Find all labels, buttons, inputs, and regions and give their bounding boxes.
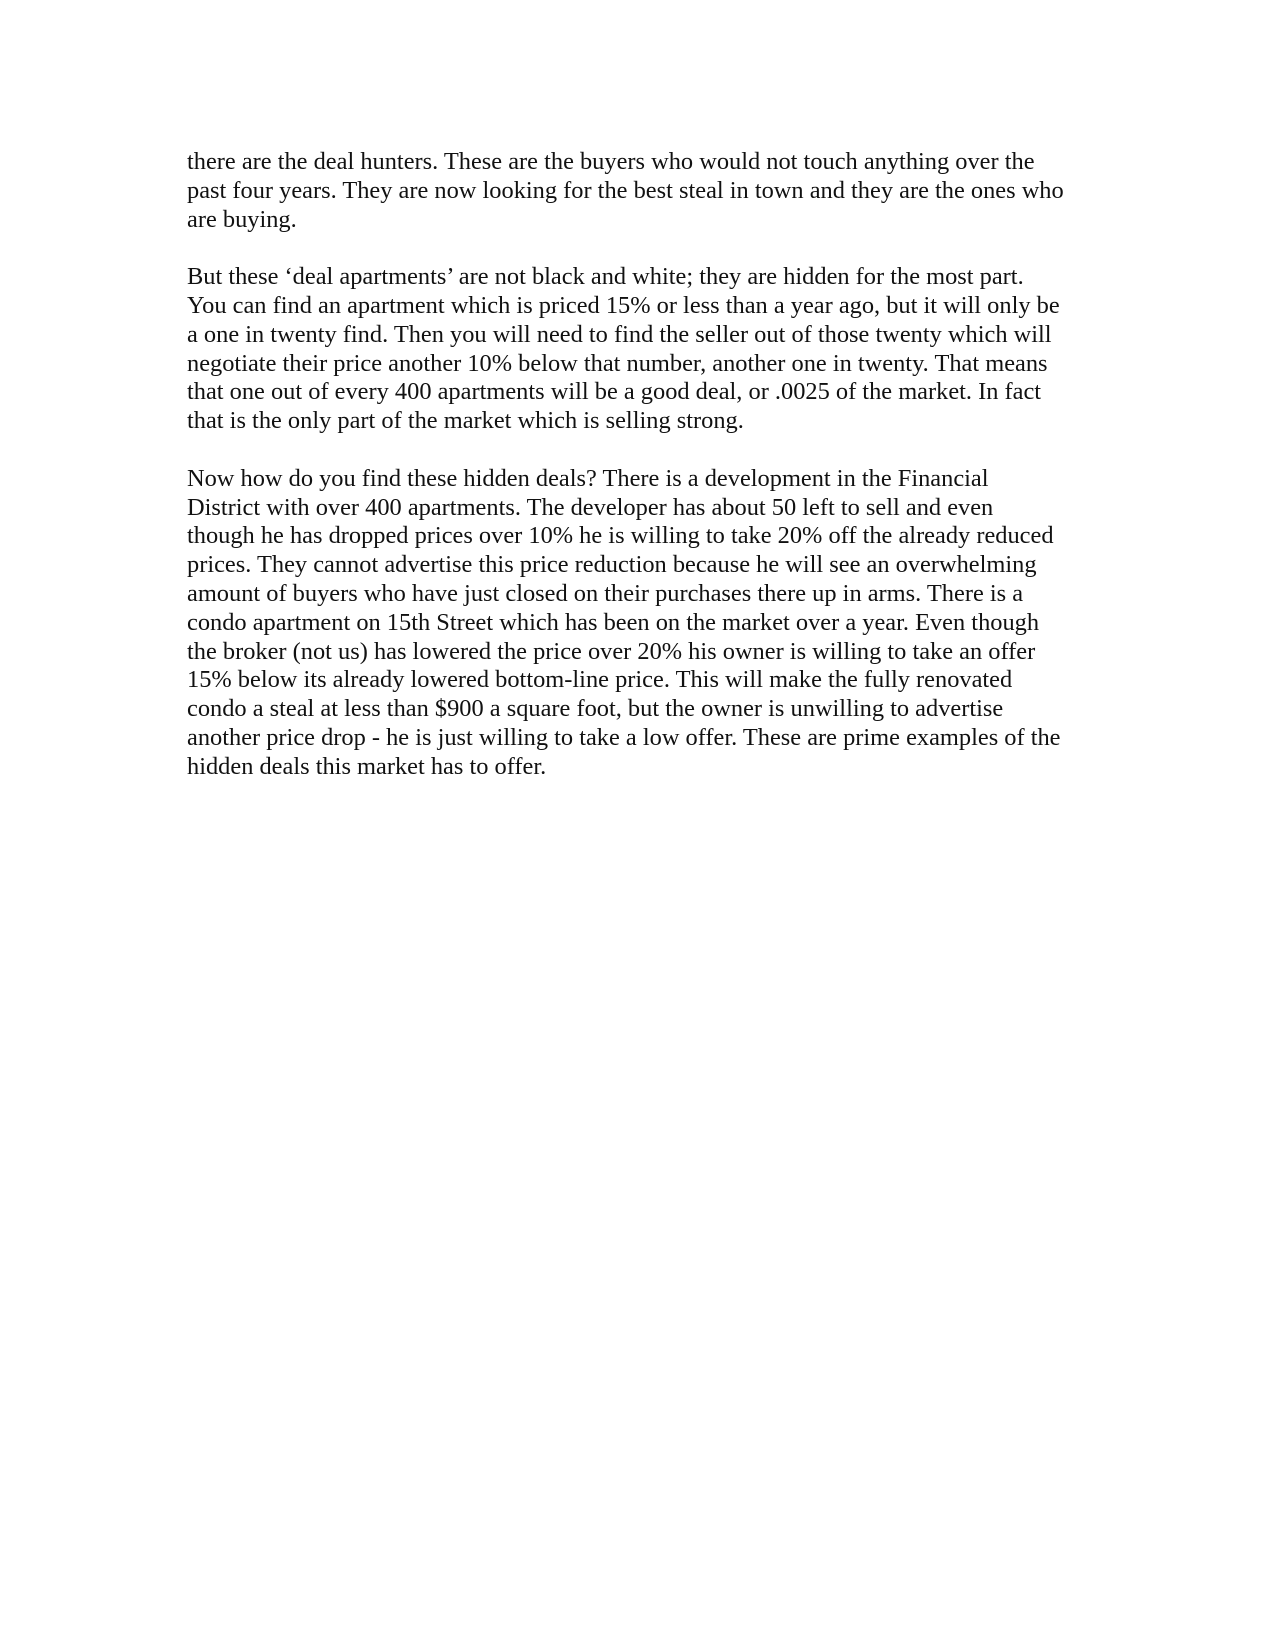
- text-line: You can find an apartment which is priced 15% or less than a year ago, but it will only be: [187, 291, 1060, 319]
- paragraph-spacer: [187, 436, 1092, 465]
- text-line: District with over 400 apartments. The developer has about 50 left to sell and even: [187, 493, 994, 521]
- text-line: hidden deals this market has to offer.: [187, 752, 547, 780]
- paragraph-deal-apartments: [187, 263, 1092, 436]
- text-line: there are the deal hunters. These are the buyers who would not touch anything over the: [187, 148, 1035, 175]
- document-body: [187, 148, 1092, 782]
- text-line: prices. They cannot advertise this price reduction because he will see an overwhelming: [187, 551, 1037, 579]
- paragraph-spacer: [187, 234, 1092, 263]
- text-line: the broker (not us) has lowered the price over 20% his owner is willing to take an offer: [187, 637, 1036, 665]
- text-line: though he has dropped prices over 10% he is willing to take 20% off the already reduced: [187, 522, 1054, 550]
- paragraph-deal-hunters: [187, 148, 1092, 234]
- text-line: condo apartment on 15th Street which has been on the market over a year. Even though: [187, 608, 1040, 636]
- text-line: 15% below its already lowered bottom-line price. This will make the fully renovated: [187, 666, 1013, 694]
- text-line: a one in twenty find. Then you will need to find the seller out of those twenty which will: [187, 320, 1052, 348]
- paragraph-hidden-deals: [187, 465, 1092, 782]
- text-line: another price drop - he is just willing to take a low offer. These are prime examples of the: [187, 723, 1061, 751]
- text-line: But these ‘deal apartments’ are not black and white; they are hidden for the most part.: [187, 263, 1024, 291]
- text-line: negotiate their price another 10% below that number, another one in twenty. That means: [187, 349, 1048, 377]
- text-line: past four years. They are now looking for the best steal in town and they are the ones who: [187, 176, 1064, 204]
- text-line: that one out of every 400 apartments will be a good deal, or .0025 of the market. In fact: [187, 378, 1042, 406]
- text-line: that is the only part of the market which is selling strong.: [187, 407, 744, 435]
- text-line: are buying.: [187, 205, 297, 233]
- text-line: amount of buyers who have just closed on their purchases there up in arms. There is a: [187, 579, 1024, 607]
- text-line: Now how do you find these hidden deals? There is a development in the Financial: [187, 464, 989, 492]
- text-line: condo a steal at less than $900 a square foot, but the owner is unwilling to advertise: [187, 695, 1004, 723]
